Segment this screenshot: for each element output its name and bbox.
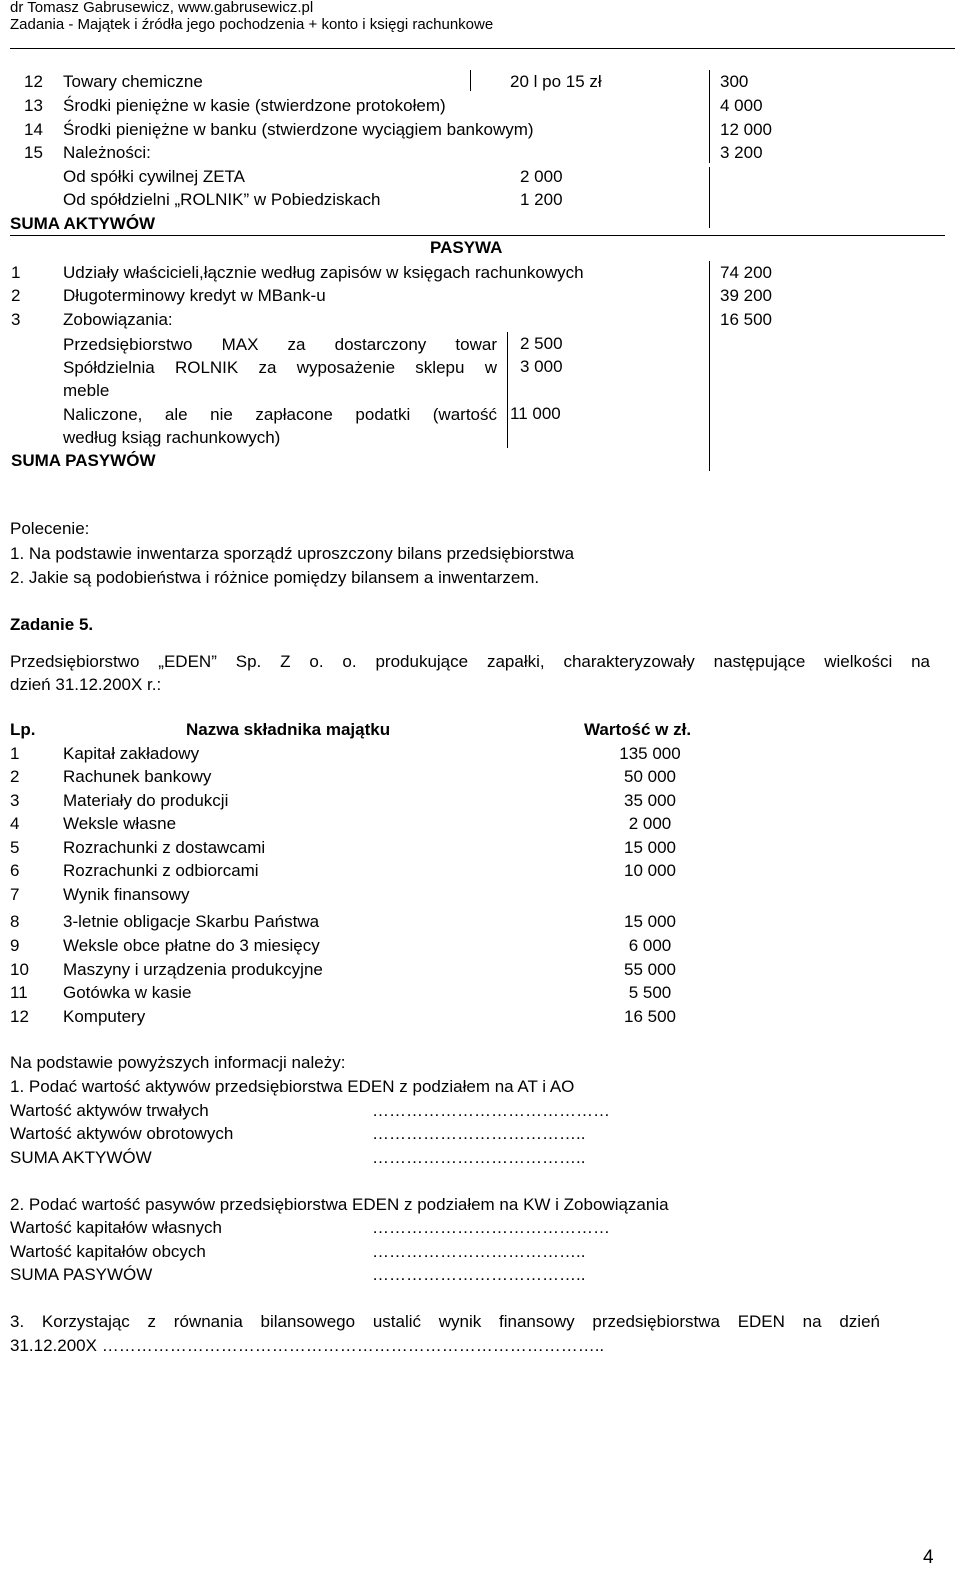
pasywa-no: 3 — [11, 310, 21, 329]
table-rule — [709, 70, 710, 163]
row-name: Materiały do produkcji — [63, 791, 229, 810]
col-header-name: Nazwa składnika majątku — [186, 720, 391, 739]
aktywa-subitem: Od spółdzielni „ROLNIK” w Pobiedziskach — [63, 190, 381, 209]
table-rule — [507, 332, 508, 448]
page-number: 4 — [923, 1547, 934, 1568]
header-author: dr Tomasz Gabrusewicz, www.gabrusewicz.pl — [10, 0, 314, 16]
pasywa-value: 16 500 — [720, 310, 772, 329]
aktywa-no: 15 — [24, 143, 43, 162]
aktywa-value: 3 200 — [720, 143, 763, 162]
row-name: Weksle własne — [63, 814, 177, 833]
aktywa-no: 13 — [24, 96, 43, 115]
pasywa-name: Zobowiązania: — [63, 310, 173, 329]
row-value: 15 000 — [624, 912, 676, 931]
row-value: 10 000 — [624, 861, 676, 880]
pasywa-name: Długoterminowy kredyt w MBank-u — [63, 286, 326, 305]
table-rule — [709, 261, 710, 471]
task2-label: SUMA PASYWÓW — [10, 1265, 153, 1284]
polecenie-item: 1. Na podstawie inwentarza sporządź uproszczony bilans przedsiębiorstwa — [10, 544, 575, 563]
zadanie5-intro-cont: dzień 31.12.200X r.: — [10, 675, 162, 694]
row-name: Komputery — [63, 1007, 146, 1026]
zobowiazanie-item: Spółdzielnia ROLNIK za wyposażenie sklepu w — [63, 358, 497, 377]
row-lp: 6 — [10, 861, 20, 880]
task2-label: Wartość kapitałów obcych — [10, 1242, 206, 1261]
aktywa-value: 300 — [720, 72, 749, 91]
task1-label: Wartość aktywów obrotowych — [10, 1124, 234, 1143]
task1-label: SUMA AKTYWÓW — [10, 1148, 152, 1167]
row-name: Rachunek bankowy — [63, 767, 212, 786]
task3-answer[interactable]: 31.12.200X …………………………………………………………………………….. — [10, 1336, 605, 1355]
pasywa-name: Udziały właścicieli,łącznie według zapisów w księgach rachunkowych — [63, 263, 584, 282]
pasywa-no: 2 — [11, 286, 21, 305]
zobowiazanie-value: 2 500 — [520, 334, 563, 353]
pasywa-no: 1 — [11, 263, 21, 282]
aktywa-name: Środki pieniężne w banku (stwierdzone wyciągiem bankowym) — [63, 120, 534, 139]
row-name: Wynik finansowy — [63, 885, 190, 904]
row-value: 50 000 — [624, 767, 676, 786]
aktywa-name: Należności: — [63, 143, 151, 162]
row-value: 5 500 — [628, 983, 672, 1002]
answer-blank[interactable]: ……………………………….. — [372, 1148, 586, 1167]
row-lp: 11 — [10, 983, 28, 1002]
answer-blank[interactable]: …………………………………… — [372, 1218, 610, 1237]
row-lp: 8 — [10, 912, 20, 931]
table-rule — [10, 235, 945, 236]
aktywa-value: 4 000 — [720, 96, 763, 115]
answer-blank[interactable]: …………………………………… — [372, 1101, 610, 1120]
answer-blank[interactable]: ……………………………….. — [372, 1265, 586, 1284]
row-lp: 7 — [10, 885, 20, 904]
zobowiazanie-item-cont: meble — [63, 381, 110, 400]
row-name: Gotówka w kasie — [63, 983, 192, 1002]
answer-blank[interactable]: ……………………………….. — [372, 1242, 586, 1261]
row-lp: 5 — [10, 838, 20, 857]
row-name: Rozrachunki z dostawcami — [63, 838, 266, 857]
pasywa-value: 39 200 — [720, 286, 772, 305]
row-lp: 3 — [10, 791, 20, 810]
row-value: 55 000 — [624, 960, 676, 979]
table-rule — [470, 70, 471, 91]
aktywa-detail: 20 l po 15 zł — [510, 72, 602, 91]
aktywa-no: 12 — [24, 72, 43, 91]
col-header-value: Wartość w zł. — [584, 720, 692, 739]
suma-pasywow: SUMA PASYWÓW — [11, 451, 156, 470]
row-lp: 9 — [10, 936, 20, 955]
col-header-lp: Lp. — [10, 720, 36, 739]
answer-blank[interactable]: ……………………………….. — [372, 1124, 586, 1143]
zobowiazanie-value: 11 000 — [510, 404, 561, 423]
aktywa-subvalue: 2 000 — [520, 167, 563, 186]
polecenie-label: Polecenie: — [10, 519, 90, 538]
zobowiazanie-item-cont: według ksiąg rachunkowych) — [63, 428, 281, 447]
row-value: 35 000 — [624, 791, 676, 810]
aktywa-subvalue: 1 200 — [520, 190, 563, 209]
task1-label: Wartość aktywów trwałych — [10, 1101, 209, 1120]
row-value: 6 000 — [628, 936, 672, 955]
zobowiazanie-value: 3 000 — [520, 357, 563, 376]
row-lp: 2 — [10, 767, 20, 786]
table-rule — [709, 167, 710, 228]
task2-label: Wartość kapitałów własnych — [10, 1218, 222, 1237]
row-name: Kapitał zakładowy — [63, 744, 200, 763]
row-lp: 1 — [10, 744, 20, 763]
zobowiazanie-item: Naliczone, ale nie zapłacone podatki (wartość — [63, 405, 497, 424]
polecenie-item: 2. Jakie są podobieństwa i różnice pomiędzy bilansem a inwentarzem. — [10, 568, 540, 587]
aktywa-subitem: Od spółki cywilnej ZETA — [63, 167, 246, 186]
aktywa-name: Towary chemiczne — [63, 72, 203, 91]
aktywa-no: 14 — [24, 120, 43, 139]
task2-title: 2. Podać wartość pasywów przedsiębiorstwa EDEN z podziałem na KW i Zobowiązania — [10, 1195, 669, 1214]
row-value: 2 000 — [628, 814, 672, 833]
row-name: Maszyny i urządzenia produkcyjne — [63, 960, 323, 979]
header-subtitle: Zadania - Majątek i źródła jego pochodzenia + konto i księgi rachunkowe — [10, 16, 494, 33]
row-lp: 4 — [10, 814, 20, 833]
pasywa-title: PASYWA — [430, 238, 503, 257]
aktywa-name: Środki pieniężne w kasie (stwierdzone protokołem) — [63, 96, 446, 115]
row-lp: 10 — [10, 960, 29, 979]
task1-title: 1. Podać wartość aktywów przedsiębiorstwa EDEN z podziałem na AT i AO — [10, 1077, 575, 1096]
zadanie5-title: Zadanie 5. — [10, 615, 94, 634]
aktywa-value: 12 000 — [720, 120, 772, 139]
row-lp: 12 — [10, 1007, 29, 1026]
row-name: Weksle obce płatne do 3 miesięcy — [63, 936, 320, 955]
row-value: 135 000 — [619, 744, 681, 763]
row-value: 15 000 — [624, 838, 676, 857]
suma-aktywow: SUMA AKTYWÓW — [10, 214, 156, 233]
row-value: 16 500 — [624, 1007, 676, 1026]
row-name: 3-letnie obligacje Skarbu Państwa — [63, 912, 320, 931]
zobowiazanie-item: Przedsiębiorstwo MAX za dostarczony towar — [63, 335, 497, 354]
header-rule — [10, 48, 955, 49]
na-podstawie: Na podstawie powyższych informacji należy: — [10, 1053, 346, 1072]
pasywa-value: 74 200 — [720, 263, 772, 282]
zadanie5-intro: Przedsiębiorstwo „EDEN” Sp. Z o. o. produkujące zapałki, charakteryzowały następujące wielkości na — [10, 652, 930, 671]
row-name: Rozrachunki z odbiorcami — [63, 861, 259, 880]
task3-text: 3. Korzystając z równania bilansowego ustalić wynik finansowy przedsiębiorstwa EDEN na dzień — [10, 1312, 880, 1331]
